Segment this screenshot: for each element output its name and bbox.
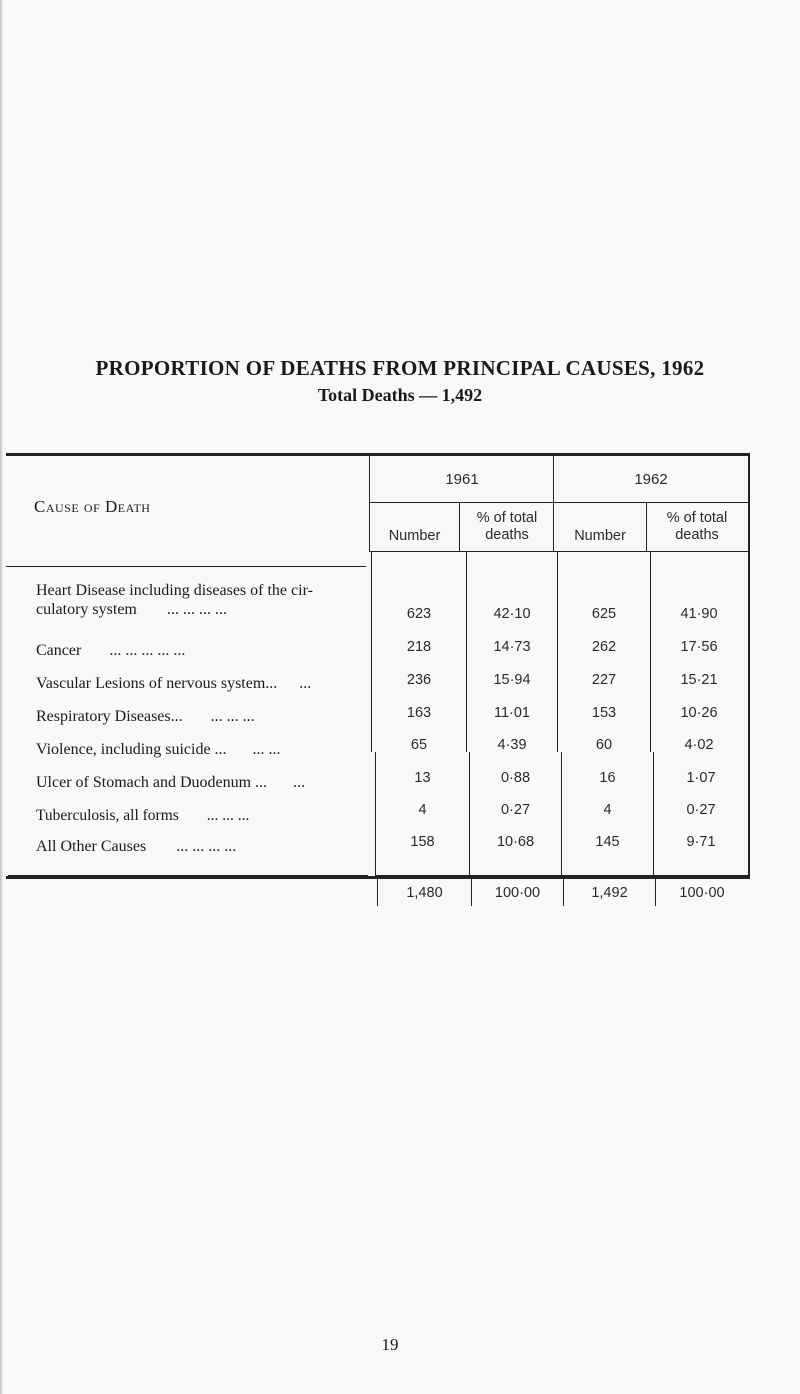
number-1961: 236 <box>406 672 432 688</box>
totals-rule-cause <box>8 875 368 876</box>
total-percent-1961: 100·00 <box>494 885 541 901</box>
leader-dots: ... ... ... ... <box>166 601 227 618</box>
percent-1961: 15·94 <box>493 672 531 688</box>
page-edge-shadow <box>0 0 3 1394</box>
table-bottom-rule <box>6 876 750 879</box>
leader-dots: ... ... ... <box>210 708 255 725</box>
percent-1962: 1·07 <box>686 770 716 786</box>
number-1961: 163 <box>406 705 432 721</box>
number-1961: 65 <box>410 737 428 753</box>
col-number-1961: Number <box>388 528 441 544</box>
header-sub-divider-1962 <box>646 503 647 551</box>
leader-dots: ... ... ... <box>206 807 250 824</box>
cause-label-continued <box>36 601 356 619</box>
page-number: 19 <box>381 1335 399 1354</box>
totals-rule-values <box>376 875 748 876</box>
percent-1962: 10·26 <box>680 705 718 721</box>
cause-label: Cancer ... ... ... ... ... <box>36 642 186 659</box>
leader-dots: ... <box>293 774 306 791</box>
table-right-rule <box>748 455 750 878</box>
col-percent-1961: % of total deaths <box>476 510 538 543</box>
leader-dots: ... <box>299 675 312 692</box>
number-1961: 218 <box>406 639 432 655</box>
header-sub-divider-1961 <box>459 503 460 551</box>
total-percent-1962: 100·00 <box>679 885 725 901</box>
number-1962: 4 <box>603 802 612 818</box>
year-1962-header: 1962 <box>634 471 668 488</box>
percent-1962: 0·27 <box>686 802 716 818</box>
percent-1961: 0·27 <box>500 802 531 818</box>
cause-label: Vascular Lesions of nervous system... ... <box>36 675 312 692</box>
percent-1962: 17·56 <box>680 639 718 655</box>
number-1961: 4 <box>418 802 427 818</box>
table-top-rule <box>6 453 750 456</box>
col-percent-1962: % of total deaths <box>666 510 728 543</box>
number-1961: 158 <box>410 834 435 850</box>
cause-label: All Other Causes ... ... ... ... <box>36 838 237 855</box>
header-bottom-rule-left <box>6 566 366 567</box>
number-1962: 153 <box>591 705 617 721</box>
number-1962: 262 <box>591 639 617 655</box>
page-title: PROPORTION OF DEATHS FROM PRINCIPAL CAUSES, 1962 <box>95 356 705 380</box>
year-1961-header: 1961 <box>445 471 479 488</box>
leader-dots: ... ... ... ... ... <box>109 642 186 659</box>
number-1962: 16 <box>599 770 616 786</box>
cause-label: Ulcer of Stomach and Duodenum ... ... <box>36 774 306 791</box>
number-1962: 145 <box>595 834 620 850</box>
leader-dots: ... ... ... ... <box>176 838 237 855</box>
header-subrule-1962 <box>554 502 748 503</box>
number-1962: 625 <box>591 606 617 622</box>
percent-1961: 42·10 <box>493 606 531 622</box>
percent-1961: 4·39 <box>497 737 527 753</box>
cause-label-line2: culatory system <box>36 601 137 618</box>
cause-label: Respiratory Diseases... ... ... ... <box>36 708 255 725</box>
header-subrule-1961 <box>370 502 553 503</box>
number-1961: 623 <box>406 606 432 622</box>
cause-of-death-header: Cause of Death <box>34 497 151 516</box>
cause-label: Violence, including suicide ... ... ... <box>36 741 281 758</box>
total-number-1961: 1,480 <box>406 885 443 901</box>
percent-1962: 15·21 <box>680 672 718 688</box>
total-number-1962: 1,492 <box>591 885 628 901</box>
percent-1962: 41·90 <box>680 606 718 622</box>
page-subtitle: Total Deaths — 1,492 <box>317 385 483 405</box>
percent-1962: 4·02 <box>684 737 714 753</box>
cause-label: Tuberculosis, all forms ... ... ... <box>36 807 250 824</box>
percent-1962: 9·71 <box>686 834 716 850</box>
percent-1961: 11·01 <box>493 705 530 721</box>
number-1962: 60 <box>595 737 613 753</box>
number-1962: 227 <box>591 672 617 688</box>
percent-1961: 10·68 <box>496 834 535 850</box>
percent-1961: 0·88 <box>500 770 531 786</box>
col-number-1962: Number <box>574 528 626 544</box>
cause-label: Heart Disease including diseases of the cir- <box>36 582 313 599</box>
percent-1961: 14·73 <box>493 639 531 655</box>
number-1961: 13 <box>414 770 431 786</box>
header-bottom-rule-right <box>370 551 748 552</box>
leader-dots: ... ... <box>252 741 281 758</box>
